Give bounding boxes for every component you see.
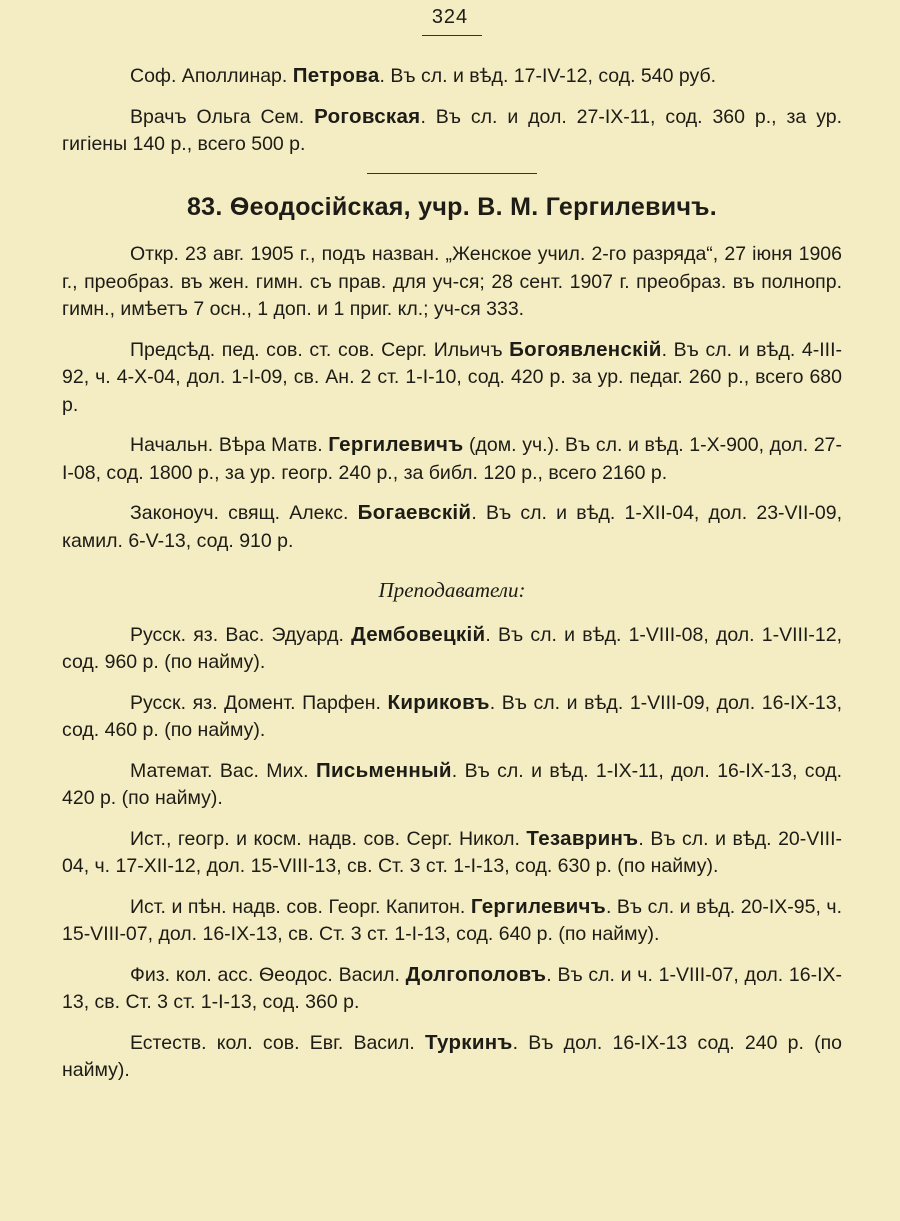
surname: Письменный <box>315 758 452 782</box>
surname: Богоявленскій <box>509 337 662 361</box>
entry-pismenny: Математ. Вас. Мих. Письменный. Въ сл. и вѣд. 1-IX-11, дол. 16-IX-13, сод. 420 р. (по найму). <box>62 758 842 809</box>
page-content <box>62 62 842 1097</box>
page-number-rule <box>422 35 482 36</box>
entry-dembovetsky: Русск. яз. Вас. Эдуард. Дембовецкій. Въ сл. и вѣд. 1-VIII-08, дол. 1-VIII-12, сод. 960 р. (по найму). <box>62 622 842 673</box>
entry-petrova: Соф. Аполлинар. Петрова. Въ сл. и вѣд. 17-IV-12, сод. 540 руб. <box>130 64 717 87</box>
section-intro: Откр. 23 авг. 1905 г., подъ назван. „Женское учил. 2-го разряда“, 27 іюня 1906 г., преобраз. въ жен. гимн. съ прав. для уч-ся; 28 сент. 1907 г. преобраз. въ полнопр. гимн., имѣетъ 7 осн., 1 доп. и 1 приг. кл.; уч-ся 333. <box>62 243 842 320</box>
surname: Гергилевичъ <box>328 433 464 456</box>
entry-gergilevich-teacher: Ист. и пѣн. надв. сов. Георг. Капитон. Гергилевичъ. Въ сл. и вѣд. 20-IX-95, ч. 15-VIII-07, дол. 16-IX-13, св. Ст. 3 ст. 1-I-13, сод. 640 р. (по найму). <box>62 894 842 945</box>
surname: Дембовецкій <box>351 622 486 646</box>
entry-kirikov: Русск. яз. Домент. Парфен. Кириковъ. Въ сл. и вѣд. 1-VIII-09, дол. 16-IX-13, сод. 460 р. (по найму). <box>62 690 842 741</box>
entry-rogovskaya: Врачъ Ольга Сем. Роговская. Въ сл. и дол. 27-IX-11, сод. 360 р., за ур. гигіены 140 р., всего 500 р. <box>62 104 842 155</box>
entry-gergilevich-head: Начальн. Вѣра Матв. Гергилевичъ (дом. уч.). Въ сл. и вѣд. 1-X-900, дол. 27-I-08, сод. 1800 р., за ур. геогр. 240 р., за библ. 120 р., всего 2160 р. <box>62 433 843 484</box>
entry-bogoyavlensky: Предсѣд. пед. сов. ст. сов. Серг. Ильичъ Богоявленскій. Въ сл. и вѣд. 4-III-92, ч. 4-X-04, дол. 1-I-09, св. Ан. 2 ст. 1-I-10, сод. 420 р. за ур. педаг. 260 р., всего 680 р. <box>62 337 842 416</box>
surname: Кириковъ <box>387 690 490 714</box>
teachers-heading: Преподаватели: <box>378 578 526 602</box>
surname: Роговская <box>314 104 421 128</box>
entry-tezavrin: Ист., геогр. и косм. надв. сов. Серг. Никол. Тезавринъ. Въ сл. и вѣд. 20-VIII-04, ч. 17-XII-12, дол. 15-VIII-13, св. Ст. 3 ст. 1-I-13, сод. 630 р. (по найму). <box>62 826 843 877</box>
surname: Туркинъ <box>424 1030 513 1054</box>
entry-dolgopolov: Физ. кол. асс. Ѳеодос. Васил. Долгополовъ. Въ сл. и ч. 1-VIII-07, дол. 16-IX-13, св. Ст. 3 ст. 1-I-13, сод. 360 р. <box>62 962 842 1013</box>
surname: Долгополовъ <box>405 962 547 986</box>
surname: Петрова <box>292 64 380 87</box>
entry-bogaevsky: Законоуч. свящ. Алекс. Богаевскій. Въ сл. и вѣд. 1-XII-04, дол. 23-VII-09, камил. 6-V-13, сод. 910 р. <box>62 501 842 552</box>
surname: Богаевскій <box>357 501 472 524</box>
surname: Гергилевичъ <box>470 894 606 918</box>
surname: Тезавринъ <box>526 826 639 850</box>
section-divider <box>367 173 537 174</box>
entry-turkin: Естеств. кол. сов. Евг. Васил. Туркинъ. Въ дол. 16-IX-13 сод. 240 р. (по найму). <box>62 1030 842 1081</box>
section-heading: 83. Ѳеодосійская, учр. В. М. Гергилевичъ. <box>186 192 718 221</box>
page-number: 324 <box>431 6 469 28</box>
